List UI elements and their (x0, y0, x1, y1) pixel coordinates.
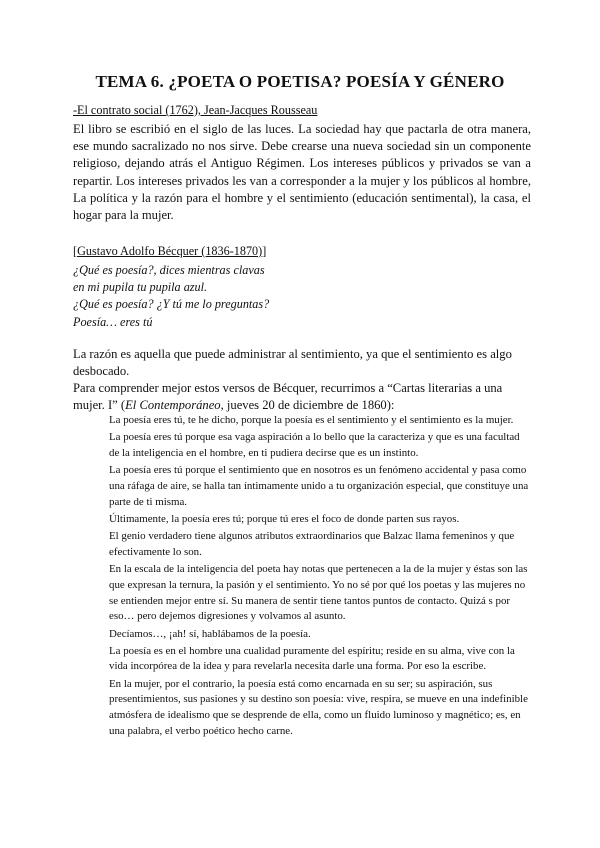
letters-intro-paragraph (73, 380, 531, 414)
quote-paragraph: Últimamente, la poesía eres tú; porque tú eres el foco de donde parten sus rayos. (109, 512, 460, 525)
quote-paragraph: La poesía eres tú porque esa vaga aspiración a lo bello que la caracteriza y que es una facultad de la inteligencia en el hombre, en ti pudiera decirse que es un instinto. (109, 431, 520, 459)
quote-paragraph: La poesía eres tú, te he dicho, porque la poesía es el sentimiento y el sentimiento es la mujer. (109, 414, 514, 426)
quote-paragraph: La poesía es en el hombre una cualidad puramente del espíritu; reside en su alma, vive con la vida incorpórea de la idea y para revelarla necesita darle una forma. Por eso la escribe. (109, 644, 515, 673)
rousseau-paragraph: El libro se escribió en el siglo de las luces. La sociedad hay que pactarla de otra manera, ese mundo sacralizado no nos sirve. Debe crearse una nueva sociedad sin un componente religioso, dejando atrás el Antiguo Régimen. Los intereses públicos y privados se van a repartir. Los intereses privados les van a corresponder a la mujer y los públicos al hombre, La política y la razón para el hombre y el sentimiento (educación sentimental), la casa, el hogar para la mujer. (73, 122, 531, 223)
bracket-close: ] (262, 244, 267, 258)
poem-line: ¿Qué es poesía? ¿Y tú me lo preguntas? (73, 297, 270, 312)
reason-paragraph: La razón es aquella que puede administrar al sentimiento, ya que el sentimiento es algo desbocado. (73, 347, 512, 379)
poem-line: ¿Qué es poesía?, dices mientras clavas (73, 263, 265, 277)
becquer-heading (73, 244, 266, 259)
becquer-letter-quote (109, 413, 531, 741)
letters-intro-text: Para comprender mejor estos versos de Bécquer, recurrimos a “Cartas literarias a una mujer. I” ( (73, 381, 503, 413)
quote-paragraph: La poesía eres tú porque el sentimiento que en nosotros es un fenómeno accidental y pasa como una ráfaga de aire, se halla tan íntimamente unido a tu organización especial, que constituye una parte de ti misma. (109, 464, 529, 508)
becquer-poem (73, 262, 269, 331)
poem-line: en mi pupila tu pupila azul. (73, 280, 208, 295)
quote-paragraph: En la mujer, por el contrario, la poesía está como encarnada en su ser; su aspiración, sus presentimientos, sus pasiones y su destino son poesía: vive, respira, se mueve en una indefinible atmósfera de idealismo que se desprende de ella, como un fluido luminoso y magnético; es, en una palabra, el verbo poético hecho carne. (109, 677, 528, 737)
poem-line: Poesía… eres tú (73, 314, 153, 329)
quote-paragraph: El genio verdadero tiene algunos atributos extraordinarios que Balzac llama femeninos y que efectivamente lo son. (109, 530, 515, 558)
bracket-open: [ (73, 244, 78, 258)
newspaper-title: El Contemporáneo (125, 398, 221, 413)
becquer-heading-text: Gustavo Adolfo Bécquer (1836-1870) (77, 244, 263, 258)
rousseau-heading: -El contrato social (1762), Jean-Jacques Rousseau (73, 103, 318, 117)
letters-intro-date: , jueves 20 de diciembre de 1860): (220, 398, 395, 413)
quote-paragraph: En la escala de la inteligencia del poeta hay notas que pertenecen a la de la mujer y éstas son las que expresan la ternura, la pasión y el sentimiento. Yo no sé por qué los poetas y las mujeres no se entienden mejor entre sí. Su manera de sentir tiene tantos puntos de contacto. Quizá s por eso… pero dejemos digresiones y volvamos al asunto. (109, 563, 528, 623)
page-title: TEMA 6. ¿POETA O POETISA? POESÍA Y GÉNERO (95, 72, 505, 91)
quote-paragraph: Decíamos…, ¡ah! sí, hablábamos de la poesía. (109, 627, 311, 640)
